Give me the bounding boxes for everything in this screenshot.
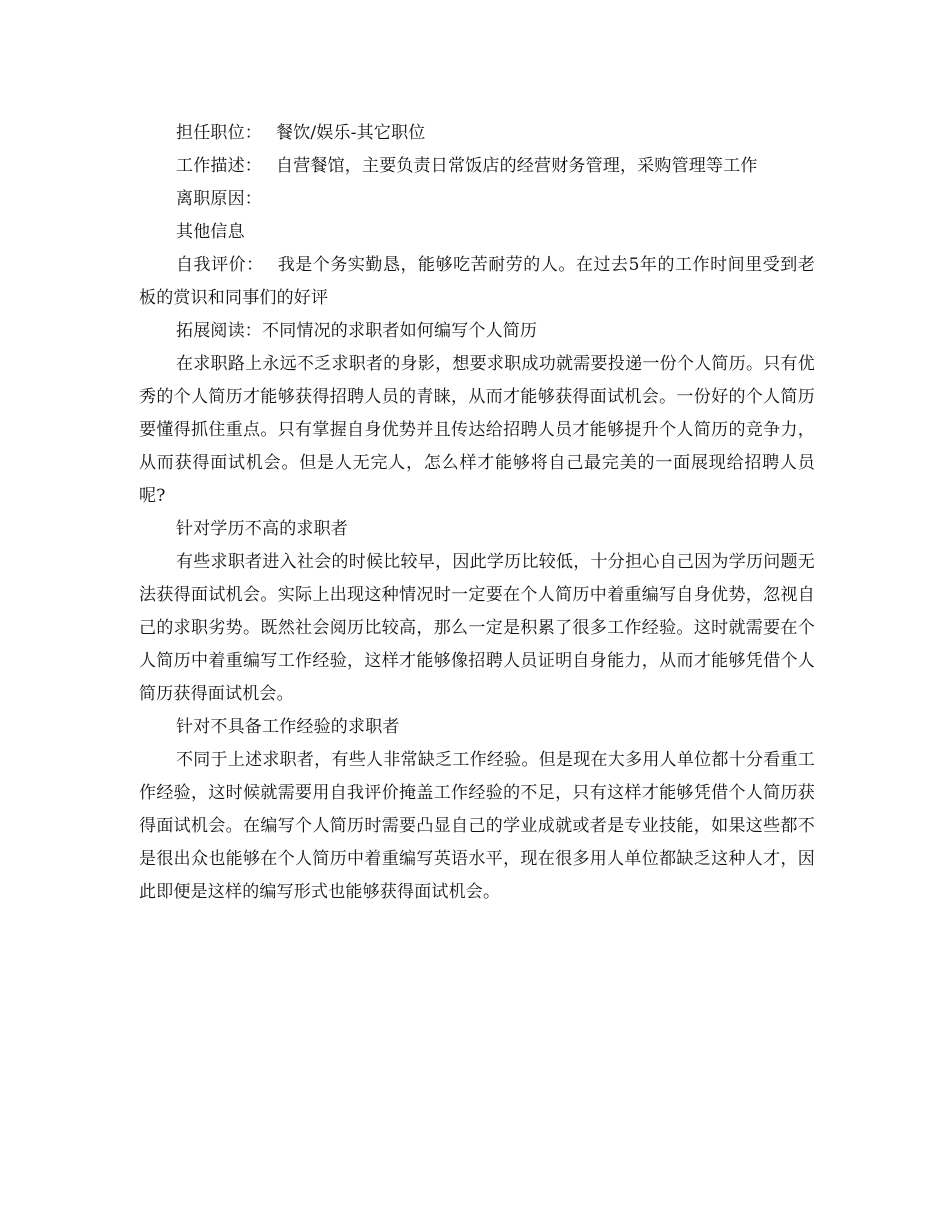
section1-heading: 针对学历不高的求职者 xyxy=(176,519,348,539)
self-evaluation xyxy=(139,249,815,315)
description-label: 工作描述： xyxy=(176,156,262,176)
section2-heading: 针对不具备工作经验的求职者 xyxy=(176,717,400,737)
article-title: 拓展阅读：不同情况的求职者如何编写个人简历 xyxy=(176,321,538,341)
leave-reason-row xyxy=(139,183,815,216)
leave-reason-label: 离职原因： xyxy=(176,189,262,209)
position-row xyxy=(139,117,815,150)
position-value: 餐饮/娱乐-其它职位 xyxy=(276,123,426,143)
description-value: 自营餐馆，主要负责日常饭店的经营财务管理，采购管理等工作 xyxy=(276,156,758,176)
document-body xyxy=(139,117,815,909)
other-info-heading: 其他信息 xyxy=(176,222,245,242)
section1-body: 有些求职者进入社会的时候比较早，因此学历比较低，十分担心自己因为学历问题无法获得面试机会。实际上出现这种情况时一定要在个人简历中着重编写自身优势，忽视自己的求职劣势。既然社会阅历比较高，那么一定是积累了很多工作经验。这时就需要在个人简历中着重编写工作经验，这样才能够像招聘人员证明自身能力，从而才能够凭借个人简历获得面试机会。 xyxy=(139,552,815,704)
self-eval-value: 我是个务实勤恳，能够吃苦耐劳的人。在过去5年的工作时间里受到老板的赏识和同事们的好评 xyxy=(139,255,816,308)
self-eval-label: 自我评价： xyxy=(176,255,264,275)
article-intro: 在求职路上永远不乏求职者的身影，想要求职成功就需要投递一份个人简历。只有优秀的个人简历才能够获得招聘人员的青睐，从而才能够获得面试机会。一份好的个人简历要懂得抓住重点。只有掌握自身优势并且传达给招聘人员才能够提升个人简历的竞争力，从而获得面试机会。但是人无完人，怎么样才能够将自己最完美的一面展现给招聘人员呢? xyxy=(139,354,815,506)
position-label: 担任职位： xyxy=(176,123,262,143)
section2-body: 不同于上述求职者，有些人非常缺乏工作经验。但是现在大多用人单位都十分看重工作经验，这时候就需要用自我评价掩盖工作经验的不足，只有这样才能够凭借个人简历获得面试机会。在编写个人简历时需要凸显自己的学业成就或者是专业技能，如果这些都不是很出众也能够在个人简历中着重编写英语水平，现在很多用人单位都缺乏这种人才，因此即便是这样的编写形式也能够获得面试机会。 xyxy=(139,750,815,902)
description-row xyxy=(139,150,815,183)
